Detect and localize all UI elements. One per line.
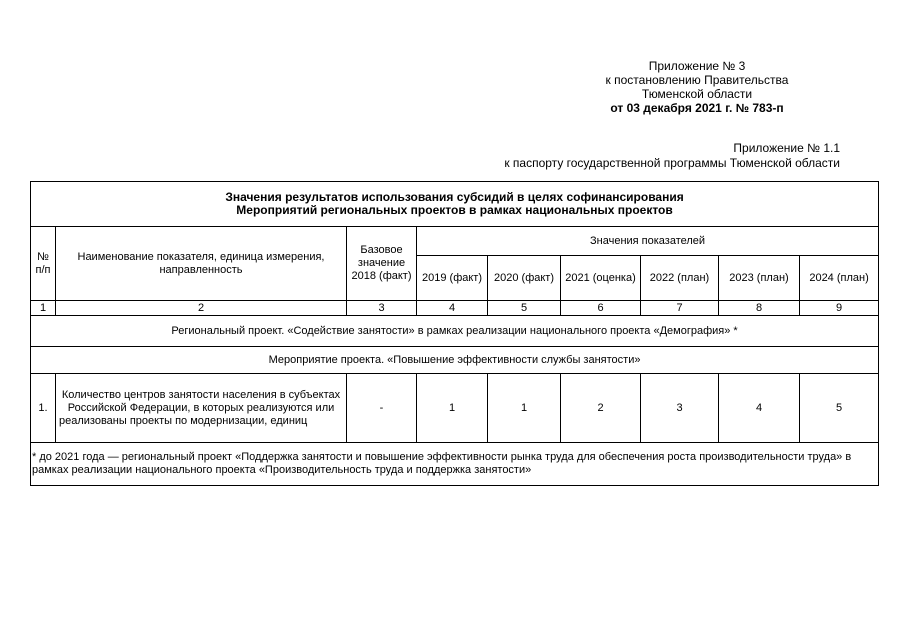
passport-annex-header bbox=[504, 141, 840, 171]
region-name: Тюменской области bbox=[641, 87, 753, 101]
header-no: № п/п bbox=[31, 227, 56, 301]
column-number: 4 bbox=[417, 301, 488, 316]
column-number: 5 bbox=[488, 301, 561, 316]
header-year: 2019 (факт) bbox=[417, 256, 488, 301]
table-title-line2: Мероприятий региональных проектов в рамках национальных проектов bbox=[236, 203, 673, 217]
resolution-ref: к постановлению Правительства bbox=[605, 73, 789, 87]
header-year: 2024 (план) bbox=[800, 256, 879, 301]
project-event-row: Мероприятие проекта. «Повышение эффективности службы занятости» bbox=[31, 347, 879, 374]
header-year: 2022 (план) bbox=[641, 256, 719, 301]
header-year: 2021 (оценка) bbox=[561, 256, 641, 301]
column-number: 9 bbox=[800, 301, 879, 316]
header-year: 2020 (факт) bbox=[488, 256, 561, 301]
passport-annex-ref: к паспорту государственной программы Тюменской области bbox=[504, 156, 840, 170]
row-number: 1. bbox=[31, 374, 56, 443]
indicator-value: 2 bbox=[561, 374, 641, 443]
table-row bbox=[31, 374, 879, 443]
column-number: 2 bbox=[56, 301, 347, 316]
footnote: * до 2021 года — региональный проект «Поддержка занятости и повышение эффективности рынка труда для обеспечения роста производительности труда» в рамках реализации национального проекта «Производительность труда и поддержка занятости» bbox=[31, 443, 879, 486]
indicator-value: 1 bbox=[417, 374, 488, 443]
indicator-name: Количество центров занятости населения в субъектах Российской Федерации, в которых реализуются или реализованы проекты по модернизации, единиц bbox=[56, 374, 347, 443]
indicator-value: 3 bbox=[641, 374, 719, 443]
base-value: - bbox=[347, 374, 417, 443]
subsidy-results-table bbox=[30, 181, 879, 486]
column-number: 1 bbox=[31, 301, 56, 316]
annex-number: Приложение № 3 bbox=[648, 59, 746, 73]
column-number: 7 bbox=[641, 301, 719, 316]
indicator-value: 4 bbox=[719, 374, 800, 443]
resolution-date: от 03 декабря 2021 г. № 783-п bbox=[610, 101, 784, 115]
column-number: 3 bbox=[347, 301, 417, 316]
indicator-value: 1 bbox=[488, 374, 561, 443]
header-name: Наименование показателя, единица измерения, направленность bbox=[56, 227, 347, 301]
indicator-value: 5 bbox=[800, 374, 879, 443]
header-year: 2023 (план) bbox=[719, 256, 800, 301]
passport-annex-number: Приложение № 1.1 bbox=[733, 141, 840, 155]
column-number: 6 bbox=[561, 301, 641, 316]
table-title bbox=[31, 182, 879, 227]
header-base: Базовое значение 2018 (факт) bbox=[347, 227, 417, 301]
resolution-annex-header bbox=[567, 59, 827, 115]
column-number: 8 bbox=[719, 301, 800, 316]
regional-project-row: Региональный проект. «Содействие занятости» в рамках реализации национального проекта «Демография» * bbox=[31, 316, 879, 347]
table-title-line1: Значения результатов использования субсидий в целях софинансирования bbox=[225, 190, 684, 204]
header-values: Значения показателей bbox=[417, 227, 879, 256]
